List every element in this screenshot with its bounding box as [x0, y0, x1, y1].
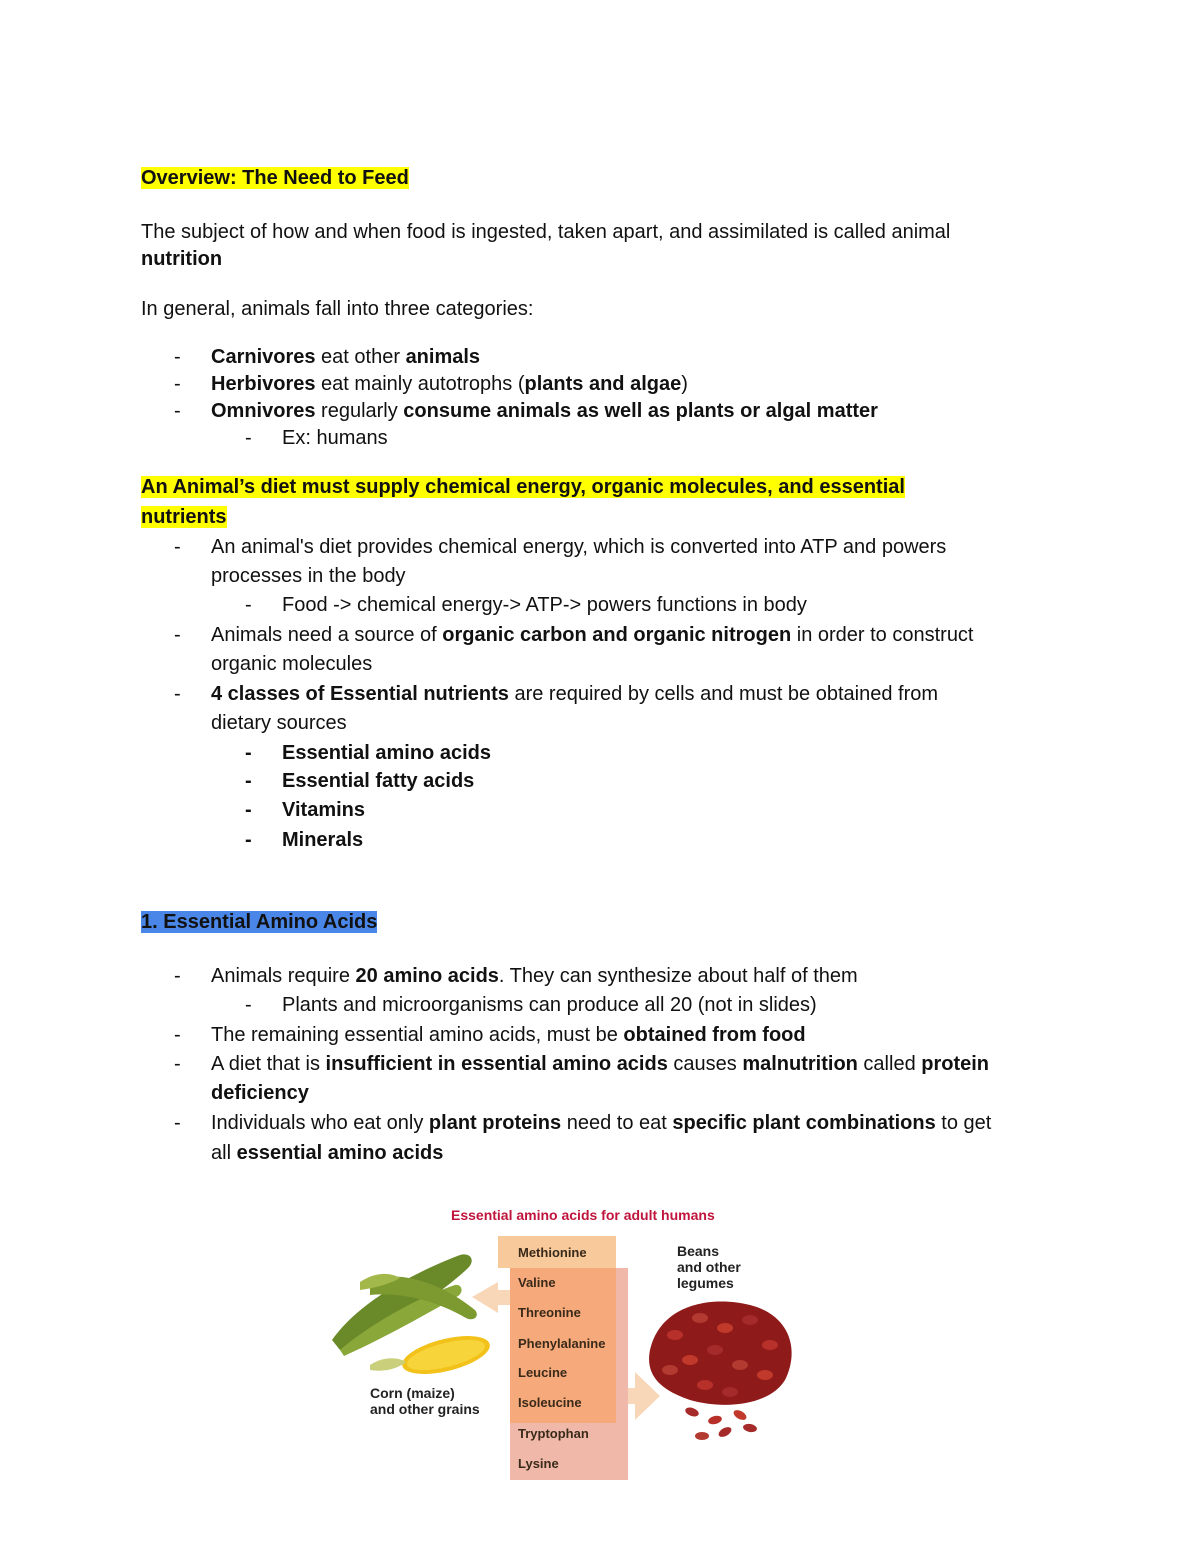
bullet-dash: - — [174, 536, 181, 558]
list-item-plants-produce: Plants and microorganisms can produce all 20 (not in slides) — [282, 994, 817, 1016]
bullet-dash: - — [174, 1112, 181, 1134]
list-item-herbivores: Herbivores eat mainly autotrophs (plants and algae) — [211, 373, 688, 395]
bullet-dash: - — [174, 624, 181, 646]
beans-label: legumes — [677, 1275, 734, 1291]
section-heading-overview: Overview: The Need to Feed — [141, 167, 409, 189]
corn-label: Corn (maize) — [370, 1385, 455, 1401]
bullet-dash: - — [245, 799, 252, 821]
list-item-chemical-energy: An animal's diet provides chemical energy, which is converted into ATP and powers — [211, 536, 947, 558]
list-item-chemical-energy-cont: processes in the body — [211, 565, 406, 587]
amino-acid-label: Methionine — [518, 1245, 587, 1260]
list-item-20-amino-acids: Animals require 20 amino acids. They can synthesize about half of them — [211, 965, 858, 987]
corn-label: and other grains — [370, 1401, 480, 1417]
list-item-essential-nutrients: 4 classes of Essential nutrients are required by cells and must be obtained from — [211, 683, 939, 705]
figure-title: Essential amino acids for adult humans — [451, 1207, 715, 1223]
amino-acid-figure — [330, 1200, 810, 1490]
list-item-plant-combinations-cont: all essential amino acids — [211, 1142, 444, 1164]
bullet-dash: - — [245, 829, 252, 851]
bullet-dash: - — [245, 594, 252, 616]
list-item-omnivores: Omnivores regularly consume animals as well as plants or algal matter — [211, 400, 878, 422]
bullet-dash: - — [174, 373, 181, 395]
list-item-organic-carbon: Animals need a source of organic carbon and organic nitrogen in order to construct — [211, 624, 974, 646]
nutrient-class-item: Vitamins — [282, 799, 365, 821]
list-item-food-flow: Food -> chemical energy-> ATP-> powers functions in body — [282, 594, 807, 616]
list-item-organic-carbon-cont: organic molecules — [211, 653, 373, 675]
list-item-obtained-from-food: The remaining essential amino acids, must be obtained from food — [211, 1024, 806, 1046]
bullet-dash: - — [245, 994, 252, 1016]
amino-acid-label: Leucine — [518, 1365, 568, 1380]
amino-acid-label: Valine — [518, 1275, 556, 1290]
list-item-protein-deficiency: A diet that is insufficient in essential amino acids causes malnutrition called protein — [211, 1053, 990, 1075]
beans-label: Beans — [677, 1243, 720, 1259]
paragraph-nutrition-bold: nutrition — [141, 248, 223, 270]
bullet-dash: - — [174, 400, 181, 422]
list-item-carnivores: Carnivores eat other animals — [211, 346, 481, 368]
amino-acid-label: Lysine — [518, 1456, 559, 1471]
paragraph-nutrition-line1: The subject of how and when food is ingested, taken apart, and assimilated is called animal — [141, 221, 951, 243]
bullet-dash: - — [245, 427, 252, 449]
arrow-to-beans — [628, 1372, 660, 1420]
bullet-dash: - — [174, 346, 181, 368]
list-item-essential-nutrients-cont: dietary sources — [211, 712, 347, 734]
bullet-dash: - — [245, 770, 252, 792]
section-heading-amino-acids: 1. Essential Amino Acids — [141, 911, 378, 933]
nutrient-class-item: Minerals — [282, 829, 364, 851]
nutrient-class-item: Essential amino acids — [282, 742, 491, 764]
section-heading-diet-line2: nutrients — [141, 506, 227, 528]
section-heading-diet-line1: An Animal’s diet must supply chemical energy, organic molecules, and essential — [141, 476, 905, 498]
bullet-dash: - — [245, 742, 252, 764]
amino-acid-label: Phenylalanine — [518, 1336, 606, 1351]
nutrient-class-item: Essential fatty acids — [282, 770, 475, 792]
list-item-example: Ex: humans — [282, 427, 388, 449]
bullet-dash: - — [174, 1053, 181, 1075]
paragraph-categories-intro: In general, animals fall into three categories: — [141, 298, 534, 320]
bullet-dash: - — [174, 965, 181, 987]
corn-illustration — [332, 1254, 494, 1381]
beans-illustration — [649, 1301, 792, 1440]
beans-label: and other — [677, 1259, 741, 1275]
amino-acid-label: Tryptophan — [518, 1426, 589, 1441]
bullet-dash: - — [174, 683, 181, 705]
amino-acid-label: Threonine — [518, 1305, 581, 1320]
amino-acid-label: Isoleucine — [518, 1395, 582, 1410]
list-item-plant-combinations: Individuals who eat only plant proteins need to eat specific plant combinations to get — [211, 1112, 992, 1134]
list-item-protein-deficiency-cont: deficiency — [211, 1082, 309, 1104]
bullet-dash: - — [174, 1024, 181, 1046]
